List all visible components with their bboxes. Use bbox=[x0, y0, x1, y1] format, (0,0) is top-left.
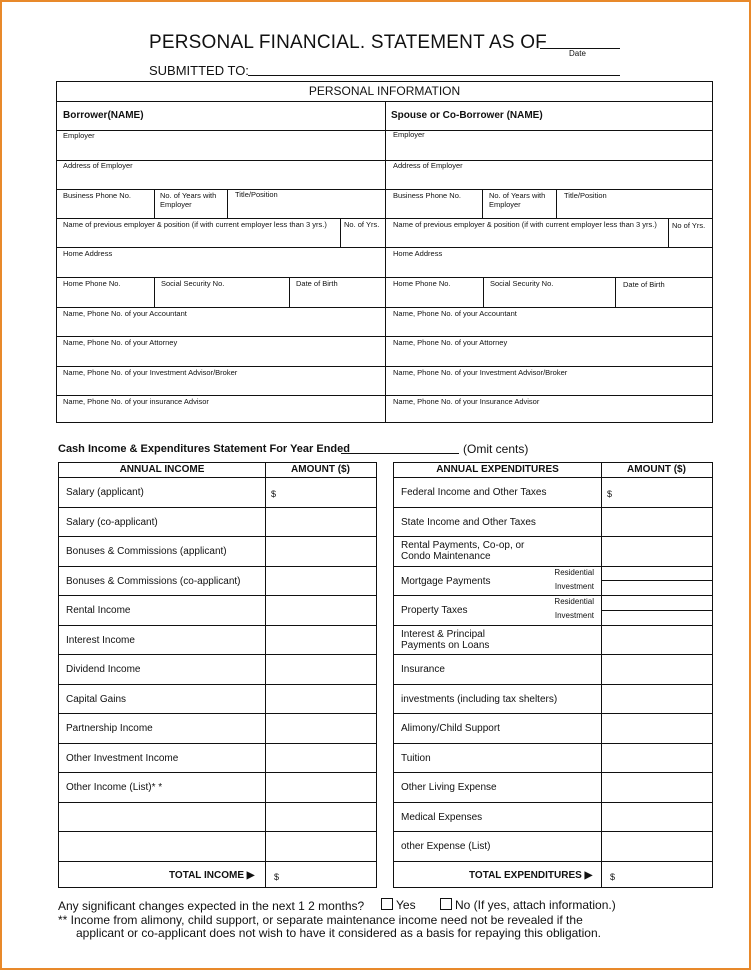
income-row-label: Other Investment Income bbox=[66, 752, 179, 764]
coborrower-attorney-field[interactable]: Name, Phone No. of your Attorney bbox=[393, 338, 508, 347]
coborrower-dob-field[interactable]: Date of Birth bbox=[623, 280, 665, 289]
omit-cents-note: (Omit cents) bbox=[463, 442, 529, 456]
annual-expenditures-table bbox=[393, 462, 713, 888]
expenditure-row-label: other Expense (List) bbox=[401, 841, 491, 852]
yes-checkbox[interactable]: Yes bbox=[381, 898, 416, 912]
total-income-field[interactable]: $ bbox=[274, 871, 280, 882]
income-row-label: Capital Gains bbox=[66, 693, 127, 705]
residential-label: Residential bbox=[554, 597, 594, 606]
expenditure-amount-field[interactable] bbox=[602, 655, 712, 683]
coborrower-previous-employer-field[interactable]: Name of previous employer & position (if with current employer less than 3 yrs.) bbox=[393, 220, 657, 229]
expenditure-amount-field[interactable] bbox=[602, 508, 712, 536]
borrower-home-address-field[interactable]: Home Address bbox=[63, 249, 113, 258]
expenditure-amount-field[interactable] bbox=[602, 744, 712, 772]
borrower-name-heading: Borrower(NAME) bbox=[63, 110, 144, 121]
coborrower-employer-address-field[interactable]: Address of Employer bbox=[393, 161, 463, 170]
income-amount-field[interactable] bbox=[266, 803, 376, 831]
year-ended-blank[interactable] bbox=[341, 453, 459, 454]
expenditure-amount-field[interactable] bbox=[602, 626, 712, 654]
page-title: PERSONAL FINANCIAL. STATEMENT AS OF bbox=[149, 32, 547, 53]
total-income-label: TOTAL INCOME ▶ bbox=[169, 869, 255, 881]
annual-income-table bbox=[58, 462, 377, 888]
borrower-previous-employer-field[interactable]: Name of previous employer & position (if with current employer less than 3 yrs.) bbox=[63, 220, 327, 229]
income-amount-field[interactable] bbox=[266, 655, 376, 683]
expenditure-row-label: Federal Income and Other Taxes bbox=[401, 487, 547, 498]
income-row-label: Bonuses & Commissions (co-applicant) bbox=[66, 575, 241, 587]
borrower-advisor-field[interactable]: Name, Phone No. of your Investment Advisor/Broker bbox=[63, 368, 238, 377]
coborrower-advisor-field[interactable]: Name, Phone No. of your Investment Advisor/Broker bbox=[393, 368, 568, 377]
expenditure-row-label: Other Living Expense bbox=[401, 782, 497, 793]
income-amount-field[interactable] bbox=[266, 832, 376, 860]
expenditure-amount-field[interactable] bbox=[602, 685, 712, 713]
borrower-home-phone-field[interactable]: Home Phone No. bbox=[63, 279, 121, 288]
expenditure-row-label: Insurance bbox=[401, 664, 445, 675]
investment-label: Investment bbox=[554, 611, 594, 620]
expenditure-row-label: investments (including tax shelters) bbox=[401, 693, 558, 705]
borrower-attorney-field[interactable]: Name, Phone No. of your Attorney bbox=[63, 338, 178, 347]
coborrower-insurance-field[interactable]: Name, Phone No. of your Insurance Advisor bbox=[393, 397, 540, 406]
income-amount-field[interactable] bbox=[266, 567, 376, 595]
income-dollar-sign: $ bbox=[271, 489, 277, 499]
income-amount-field[interactable] bbox=[266, 478, 376, 506]
coborrower-no-yrs-field[interactable]: No of Yrs. bbox=[672, 221, 706, 230]
expenditure-row-label: State Income and Other Taxes bbox=[401, 516, 536, 528]
submitted-to-blank[interactable] bbox=[248, 75, 620, 76]
income-amount-field[interactable] bbox=[266, 626, 376, 654]
investment-label: Investment bbox=[554, 581, 594, 591]
cash-statement-title: Cash Income & Expenditures Statement For Year Ended bbox=[58, 443, 350, 455]
yes-box-icon[interactable] bbox=[381, 898, 393, 910]
annual-income-header: ANNUAL INCOME bbox=[119, 464, 205, 475]
coborrower-name-heading: Spouse or Co-Borrower (NAME) bbox=[391, 110, 543, 121]
income-amount-field[interactable] bbox=[266, 714, 376, 742]
expenditure-row-label-line2: Payments on Loans bbox=[401, 639, 490, 651]
borrower-employer-field[interactable]: Employer bbox=[63, 131, 95, 140]
personal-info-heading: PERSONAL INFORMATION bbox=[57, 82, 712, 102]
expenditure-row-label: Alimony/Child Support bbox=[401, 723, 500, 734]
income-row-label: Dividend Income bbox=[66, 664, 141, 675]
expenditure-row-label: Mortgage Payments bbox=[401, 575, 491, 587]
expenditure-amount-field[interactable] bbox=[602, 478, 712, 506]
coborrower-employer-field[interactable]: Employer bbox=[393, 130, 425, 139]
expenditure-dollar-sign: $ bbox=[607, 489, 613, 499]
expend-amount-header: AMOUNT ($) bbox=[627, 464, 686, 475]
income-row-label: Salary (co-applicant) bbox=[66, 516, 158, 528]
expenditure-amount-field[interactable] bbox=[602, 803, 712, 831]
borrower-no-yrs-field[interactable]: No. of Yrs. bbox=[344, 220, 380, 229]
no-box-icon[interactable] bbox=[440, 898, 452, 910]
no-checkbox[interactable]: No (If yes, attach information.) bbox=[440, 898, 616, 912]
coborrower-business-phone-field[interactable]: Business Phone No. bbox=[393, 191, 461, 200]
income-row-label: Bonuses & Commissions (applicant) bbox=[66, 546, 227, 557]
borrower-dob-field[interactable]: Date of Birth bbox=[296, 279, 338, 288]
income-amount-field[interactable] bbox=[266, 744, 376, 772]
income-amount-field[interactable] bbox=[266, 685, 376, 713]
borrower-years-employer-field[interactable]: No. of Years with Employer bbox=[160, 191, 217, 209]
expenditure-row-label-line2: Condo Maintenance bbox=[401, 551, 491, 562]
expenditure-amount-field[interactable] bbox=[602, 567, 712, 595]
expenditure-row-label: Medical Expenses bbox=[401, 811, 483, 823]
expenditure-amount-field[interactable] bbox=[602, 596, 712, 624]
borrower-employer-address-field[interactable]: Address of Employer bbox=[63, 161, 133, 170]
expenditure-amount-field[interactable] bbox=[602, 537, 712, 565]
expenditure-row-label: Interest & Principal bbox=[401, 628, 485, 640]
borrower-title-position-field[interactable]: Title/Position bbox=[235, 190, 278, 199]
income-amount-header: AMOUNT ($) bbox=[291, 464, 350, 475]
expenditure-amount-field[interactable] bbox=[602, 773, 712, 801]
borrower-ssn-field[interactable]: Social Security No. bbox=[161, 279, 225, 288]
residential-label: Residential bbox=[554, 567, 594, 577]
footnote-line-2: applicant or co-applicant does not wish to have it considered as a basis for repaying this obligation. bbox=[76, 926, 601, 940]
coborrower-years-employer-field[interactable]: No. of Years with Employer bbox=[489, 191, 546, 209]
personal-information-table bbox=[56, 81, 713, 423]
expenditure-row-label: Property Taxes bbox=[401, 605, 468, 616]
coborrower-home-address-field[interactable]: Home Address bbox=[393, 249, 443, 258]
borrower-accountant-field[interactable]: Name, Phone No. of your Accountant bbox=[63, 309, 187, 318]
income-row-label: Other Income (List)* * bbox=[66, 782, 163, 793]
annual-expenditures-header: ANNUAL EXPENDITURES bbox=[436, 464, 559, 475]
income-row-label: Interest Income bbox=[66, 634, 135, 646]
submitted-to-label: SUBMITTED TO: bbox=[149, 63, 249, 78]
income-row-label: Partnership Income bbox=[66, 723, 153, 734]
changes-question: Any significant changes expected in the next 1 2 months? bbox=[58, 899, 365, 913]
total-expenditures-label: TOTAL EXPENDITURES ▶ bbox=[469, 869, 593, 881]
income-row-label: Salary (applicant) bbox=[66, 487, 144, 498]
income-amount-field[interactable] bbox=[266, 508, 376, 536]
coborrower-home-phone-field[interactable]: Home Phone No. bbox=[393, 279, 451, 288]
income-amount-field[interactable] bbox=[266, 537, 376, 565]
borrower-insurance-field[interactable]: Name, Phone No. of your insurance Advisor bbox=[63, 397, 209, 406]
expenditure-amount-field[interactable] bbox=[602, 714, 712, 742]
coborrower-accountant-field[interactable]: Name, Phone No. of your Accountant bbox=[393, 309, 517, 318]
income-amount-field[interactable] bbox=[266, 773, 376, 801]
coborrower-title-position-field[interactable]: Title/Position bbox=[564, 191, 607, 200]
total-expenditures-field[interactable]: $ bbox=[610, 871, 616, 882]
coborrower-ssn-field[interactable]: Social Security No. bbox=[490, 279, 554, 288]
expenditure-amount-field[interactable] bbox=[602, 832, 712, 860]
footnote-line-1: ** Income from alimony, child support, or separate maintenance income need not be revealed if the bbox=[58, 913, 583, 927]
expenditure-row-label: Rental Payments, Co-op, or bbox=[401, 540, 525, 551]
expenditure-row-label: Tuition bbox=[401, 752, 431, 764]
date-label: Date bbox=[569, 49, 586, 58]
income-row-label: Rental Income bbox=[66, 605, 131, 616]
income-amount-field[interactable] bbox=[266, 596, 376, 624]
borrower-business-phone-field[interactable]: Business Phone No. bbox=[63, 191, 131, 200]
